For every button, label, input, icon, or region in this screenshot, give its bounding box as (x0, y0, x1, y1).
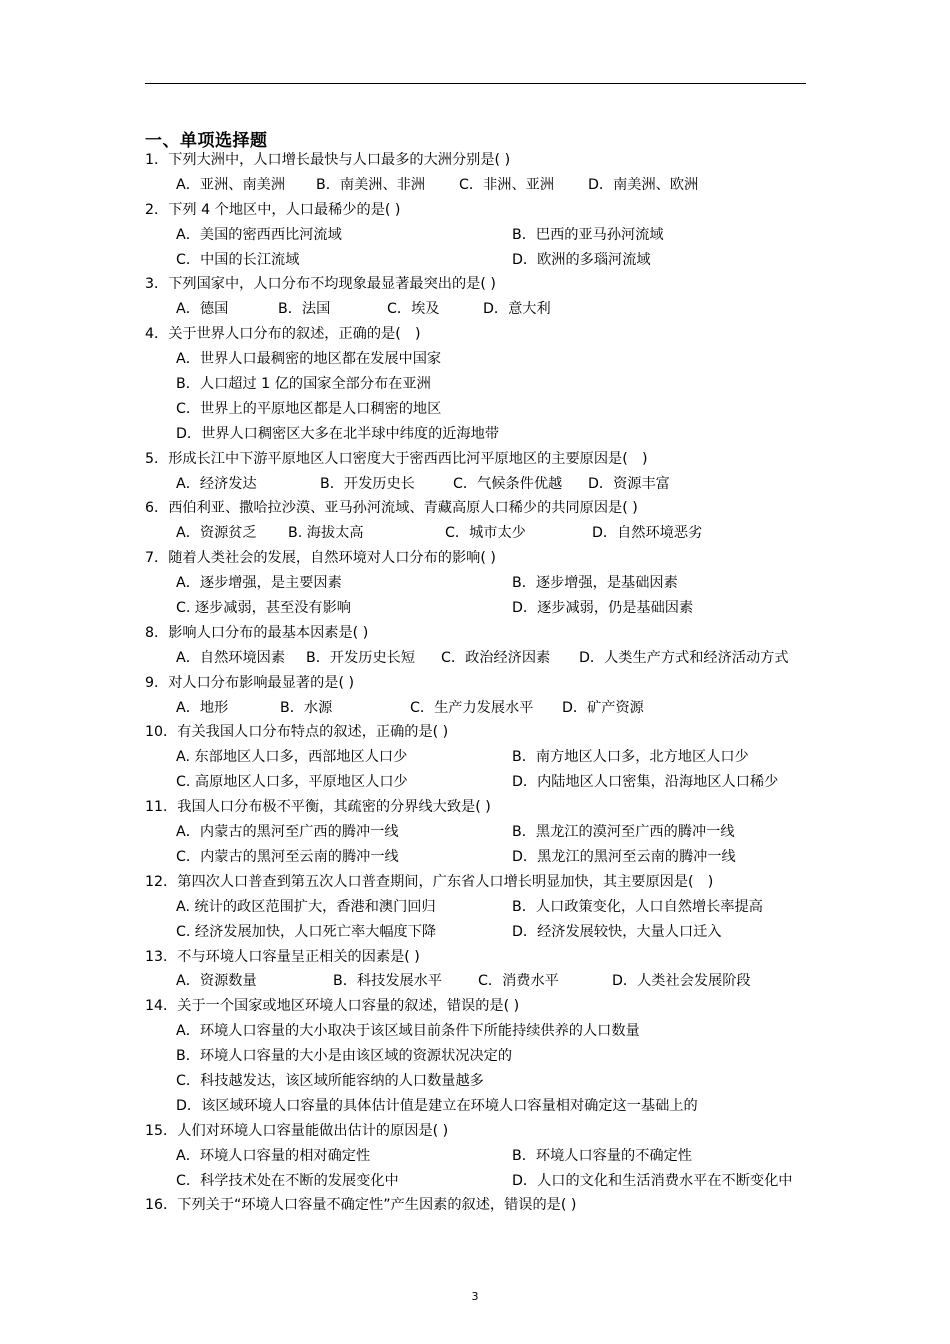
option: A. 统计的政区范围扩大，香港和澳门回归 (176, 898, 436, 915)
option: D．南美洲、欧洲 (588, 176, 699, 193)
option-row (145, 1169, 865, 1194)
option-row (145, 248, 865, 273)
question-number: 14． (145, 998, 178, 1015)
question-text: 随着人类社会的发展，自然环境对人口分布的影响( ) (168, 550, 496, 567)
question-text: 影响人口分布的最基本因素是( ) (168, 624, 369, 641)
option: C．科技越发达，该区域所能容纳的人口数量越多 (176, 1072, 484, 1089)
option: A．德国 (176, 301, 229, 318)
option: D．世界人口稠密区大多在北半球中纬度的近海地带 (176, 425, 500, 442)
question-text: 关于一个国家或地区环境人口容量的叙述，错误的是( ) (177, 998, 520, 1015)
question-text: 下列关于“环境人口容量不确定性”产生因素的叙述，错误的是( ) (177, 1197, 577, 1214)
option: A．逐步增强，是主要因素 (176, 575, 342, 592)
option: C．科学技术处在不断的发展变化中 (176, 1172, 399, 1189)
question-text: 我国人口分布极不平衡，其疏密的分界线大致是( ) (177, 799, 491, 816)
option-row (145, 745, 865, 770)
option-row (145, 1144, 865, 1169)
option: B．水源 (280, 699, 333, 716)
option: A．环境人口容量的相对确定性 (176, 1147, 371, 1164)
option: A．环境人口容量的大小取决于该区域目前条件下所能持续供养的人口数量 (176, 1023, 640, 1040)
question-stem (145, 496, 865, 521)
option: C．埃及 (387, 301, 440, 318)
question-text: 对人口分布影响最显著的是( ) (168, 674, 355, 691)
question-text: 下列大洲中，人口增长最快与人口最多的大洲分别是( ) (168, 152, 511, 168)
question-stem (145, 671, 865, 696)
question-number: 11． (145, 799, 178, 816)
option-row (145, 1094, 865, 1119)
option: C．内蒙古的黑河至云南的腾冲一线 (176, 848, 399, 865)
option: A．地形 (176, 699, 229, 716)
option: B．逐步增强，是基础因素 (512, 575, 678, 592)
option: D．经济发展较快，大量人口迁入 (512, 923, 722, 940)
question-text: 第四次人口普查到第五次人口普查期间，广东省人口增长明显加快，其主要原因是( ) (177, 873, 714, 890)
question-number: 15． (145, 1122, 178, 1139)
option: D．资源丰富 (588, 475, 670, 492)
option: A．内蒙古的黑河至广西的腾冲一线 (176, 824, 399, 841)
question-stem (145, 1193, 865, 1218)
option: C．消费水平 (478, 973, 559, 990)
question-text: 有关我国人口分布特点的叙述，正确的是( ) (177, 724, 449, 741)
question-text: 下列国家中，人口分布不均现象最显著最突出的是( ) (168, 276, 496, 293)
option: D．自然环境恶劣 (592, 525, 703, 542)
option: D．逐步减弱，仍是基础因素 (512, 600, 694, 617)
option: A．世界人口最稠密的地区都在发展中国家 (176, 351, 442, 368)
question-number: 3． (145, 276, 169, 293)
option-row (145, 1069, 865, 1094)
option: A．资源数量 (176, 973, 257, 990)
question-number: 13． (145, 948, 178, 965)
option-row (145, 173, 865, 198)
question-text: 人们对环境人口容量能做出估计的原因是( ) (177, 1122, 449, 1139)
option-row (145, 223, 865, 248)
option-row (145, 571, 865, 596)
option: A. 东部地区人口多，西部地区人口少 (176, 749, 408, 766)
question-number: 16． (145, 1197, 178, 1214)
question-stem (145, 720, 865, 745)
option-row (145, 472, 865, 497)
option: B．南美洲、非洲 (316, 176, 426, 193)
option: A．美国的密西西比河流域 (176, 226, 342, 243)
option: C．城市太少 (445, 525, 526, 542)
option: B．开发历史长 (320, 475, 415, 492)
question-stem (145, 198, 865, 223)
question-number: 5． (145, 450, 169, 467)
option: A．自然环境因素 (176, 649, 286, 666)
option-row (145, 969, 865, 994)
option: D．意大利 (483, 301, 551, 318)
option-row (145, 920, 865, 945)
option: C. 逐步减弱，甚至没有影响 (176, 600, 351, 617)
question-stem (145, 795, 865, 820)
question-number: 4． (145, 326, 169, 343)
header-rule (145, 83, 806, 84)
question-stem (145, 945, 865, 970)
option: D．人口的文化和生活消费水平在不断变化中 (512, 1172, 793, 1189)
option: D．黑龙江的黑河至云南的腾冲一线 (512, 848, 736, 865)
option: B．南方地区人口多，北方地区人口少 (512, 749, 749, 766)
option: B. 海拔太高 (288, 525, 364, 542)
option: C．非洲、亚洲 (459, 176, 555, 193)
option: C. 高原地区人口多，平原地区人口少 (176, 774, 408, 791)
option: B．黑龙江的漠河至广西的腾冲一线 (512, 824, 735, 841)
section-title: 一、单项选择题 (145, 131, 268, 151)
option: C．气候条件优越 (453, 475, 563, 492)
question-stem (145, 272, 865, 297)
option-row (145, 646, 865, 671)
question-list (145, 148, 865, 1218)
question-stem (145, 1119, 865, 1144)
question-text: 形成长江中下游平原地区人口密度大于密西西比河平原地区的主要原因是( ) (168, 450, 648, 467)
option-row (145, 770, 865, 795)
question-number: 10． (145, 724, 178, 741)
question-text: 下列 4 个地区中，人口最稀少的是( ) (168, 201, 401, 218)
option: C．中国的长江流域 (176, 251, 300, 268)
question-stem (145, 148, 865, 173)
option-row (145, 596, 865, 621)
question-stem (145, 322, 865, 347)
question-text: 西伯利亚、撒哈拉沙漠、亚马孙河流域、青藏高原人口稀少的共同原因是( ) (168, 500, 638, 517)
option-row (145, 895, 865, 920)
question-stem (145, 870, 865, 895)
option: D．人类社会发展阶段 (612, 973, 751, 990)
option: A．资源贫乏 (176, 525, 257, 542)
option-row (145, 845, 865, 870)
option: D．内陆地区人口密集，沿海地区人口稀少 (512, 774, 779, 791)
option: B．人口超过 1 亿的国家全部分布在亚洲 (176, 376, 431, 393)
option: A．经济发达 (176, 475, 257, 492)
option: B．巴西的亚马孙河流域 (512, 226, 664, 243)
option-row (145, 347, 865, 372)
option: B．环境人口容量的不确定性 (512, 1147, 692, 1164)
question-text: 不与环境人口容量呈正相关的因素是( ) (177, 948, 420, 965)
option: D．该区域环境人口容量的具体估计值是建立在环境人口容量相对确定这一基础上的 (176, 1097, 698, 1114)
option: C．政治经济因素 (441, 649, 551, 666)
option: B．人口政策变化，人口自然增长率提高 (512, 898, 763, 915)
question-stem (145, 621, 865, 646)
option-row (145, 521, 865, 546)
question-number: 9． (145, 674, 169, 691)
option-row (145, 1019, 865, 1044)
question-number: 12． (145, 873, 178, 890)
option-row (145, 820, 865, 845)
question-number: 6． (145, 500, 169, 517)
option-row (145, 1044, 865, 1069)
option-row (145, 422, 865, 447)
question-number: 8． (145, 624, 169, 641)
option: B．环境人口容量的大小是由该区域的资源状况决定的 (176, 1048, 513, 1065)
option-row (145, 297, 865, 322)
option: B．法国 (278, 301, 331, 318)
option: B．科技发展水平 (333, 973, 443, 990)
option-row (145, 397, 865, 422)
question-stem (145, 447, 865, 472)
question-number: 1． (145, 152, 169, 168)
option: C．生产力发展水平 (410, 699, 534, 716)
question-text: 关于世界人口分布的叙述，正确的是( ) (168, 326, 421, 343)
option-row (145, 372, 865, 397)
option: D．矿产资源 (562, 699, 644, 716)
question-stem (145, 994, 865, 1019)
option: C. 经济发展加快，人口死亡率大幅度下降 (176, 923, 437, 940)
option-row (145, 696, 865, 721)
question-stem (145, 546, 865, 571)
page-number: 3 (471, 1290, 479, 1303)
option: D．欧洲的多瑙河流域 (512, 251, 651, 268)
option: C．世界上的平原地区都是人口稠密的地区 (176, 400, 442, 417)
option: A．亚洲、南美洲 (176, 176, 286, 193)
question-number: 2． (145, 201, 169, 218)
option: B．开发历史长短 (306, 649, 416, 666)
option: D．人类生产方式和经济活动方式 (579, 649, 789, 666)
question-number: 7． (145, 550, 169, 567)
